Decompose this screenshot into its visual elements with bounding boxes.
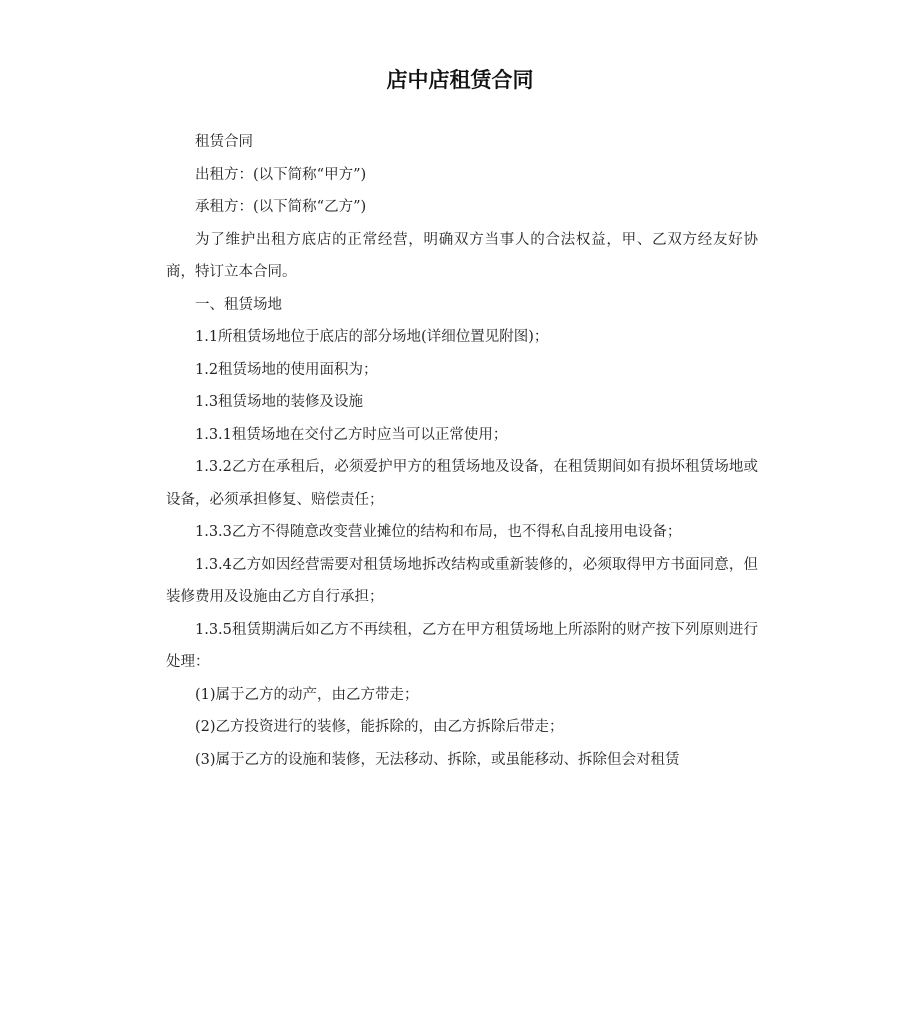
document-body bbox=[166, 126, 758, 776]
list-item-3: (3)属于乙方的设施和装修，无法移动、拆除，或虽能移动、拆除但会对租赁 bbox=[195, 751, 680, 768]
clause-1-3-5: 1.3.5租赁期满后如乙方不再续租，乙方在甲方租赁场地上所添附的财产按下列原则进行处理： bbox=[166, 621, 758, 670]
section-heading-lease-site: 一、租赁场地 bbox=[195, 296, 282, 313]
clause-1-2: 1.2租赁场地的使用面积为； bbox=[195, 361, 378, 378]
clause-1-3-3: 1.3.3乙方不得随意改变营业摊位的结构和布局，也不得私自乱接用电设备； bbox=[195, 524, 682, 540]
list-item-2: (2)乙方投资进行的装修，能拆除的，由乙方拆除后带走； bbox=[195, 719, 564, 735]
clause-1-3-2: 1.3.2乙方在承租后，必须爱护甲方的租赁场地及设备，在租赁期间如有损坏租赁场地或设备，必须承担修复、赔偿责任； bbox=[166, 459, 758, 508]
clause-1-3-4: 1.3.4乙方如因经营需要对租赁场地拆改结构或重新装修的，必须取得甲方书面同意，但装修费用及设施由乙方自行承担； bbox=[166, 556, 758, 605]
paragraph-preamble: 为了维护出租方底店的正常经营，明确双方当事人的合法权益，甲、乙双方经友好协商，特订立本合同。 bbox=[166, 231, 758, 280]
clause-1-3: 1.3租赁场地的装修及设施 bbox=[195, 394, 364, 410]
paragraph-heading: 租赁合同 bbox=[195, 134, 253, 150]
paragraph-lessor: 出租方：(以下简称“甲方”) bbox=[195, 166, 367, 183]
clause-1-3-1: 1.3.1租赁场地在交付乙方时应当可以正常使用； bbox=[195, 426, 508, 443]
list-item-1: (1)属于乙方的动产，由乙方带走； bbox=[195, 686, 419, 703]
clause-1-1: 1.1所租赁场地位于底店的部分场地(详细位置见附图)； bbox=[195, 329, 549, 345]
document-title: 店中店租赁合同 bbox=[386, 68, 534, 92]
paragraph-lessee: 承租方：(以下简称“乙方”) bbox=[195, 199, 367, 215]
